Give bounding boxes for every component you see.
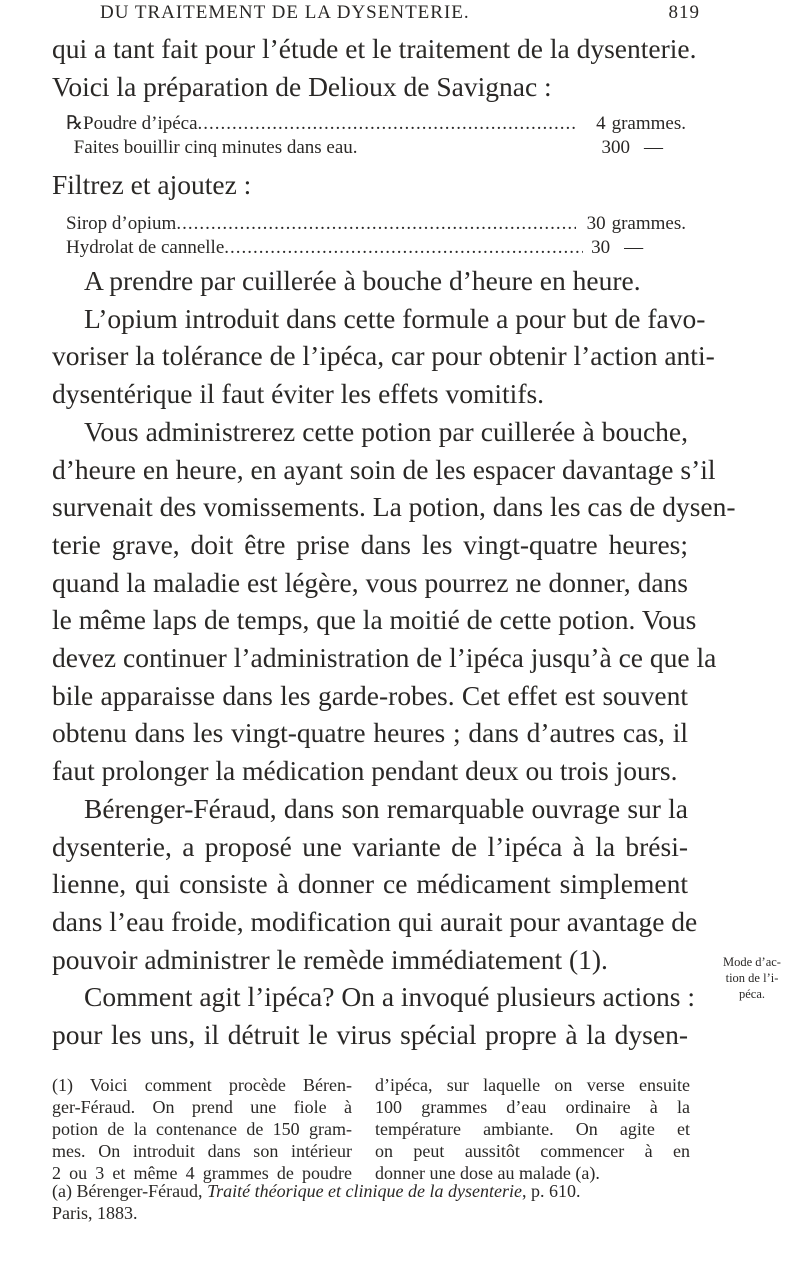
page-number: 819 [668, 2, 700, 23]
footnote-right-column [375, 1074, 690, 1184]
ditto-mark: — [643, 137, 663, 158]
footnote-line: ger-Féraud. On prend une fiole à [52, 1097, 352, 1117]
margin-note [710, 954, 794, 1002]
dot-leader [224, 236, 583, 260]
footnote-line: d’ipéca, sur laquelle on verse ensuite [375, 1075, 690, 1095]
text-line: qui a tant fait pour l’étude et le traitement de la dysenterie. [52, 33, 697, 64]
recipe-decoction [66, 112, 686, 160]
text-line: dans l’eau froide, modification qui aurait pour avantage de [52, 905, 698, 937]
recipe-line [66, 136, 686, 160]
footnote-left-column [52, 1074, 352, 1184]
text-line: Comment agit l’ipéca? On a invoqué plusieurs actions : [84, 981, 695, 1013]
recipe-symbol: ℞ [66, 113, 84, 134]
bibliographic-reference [52, 1180, 692, 1224]
reference-page: , p. 610. [522, 1181, 581, 1201]
ditto-mark: — [624, 237, 644, 258]
intro-paragraph [52, 30, 697, 105]
recipe-additions [66, 212, 686, 260]
ingredient-unit: grammes. [611, 113, 686, 134]
margin-note-line: péca. [738, 987, 766, 1001]
text-line: faut prolonger la médication pendant deux ou trois jours. [52, 755, 678, 787]
text-line: voriser la tolérance de l’ipéca, car pour obtenir l’action anti- [52, 340, 715, 372]
ingredient-name: Poudre d’ipéca [83, 113, 198, 134]
ingredient-quantity: 4 [596, 113, 606, 134]
footnote-line: on peut aussitôt commencer à en [375, 1141, 690, 1161]
margin-note-line: Mode d’ac- [723, 955, 781, 969]
footnote-line: potion de la contenance de 150 gram- [52, 1119, 352, 1139]
recipe-line [66, 112, 686, 136]
footnote-line: température ambiante. On agite et [375, 1119, 690, 1139]
text-line: Bérenger-Féraud, dans son remarquable ouvrage sur la [84, 792, 688, 824]
filter-instruction [52, 166, 688, 204]
dot-leader [198, 112, 578, 136]
footnote-line: mes. On introduit dans son intérieur [52, 1141, 352, 1161]
ingredient-unit: grammes. [611, 213, 686, 234]
ingredient-name: Hydrolat de cannelle [66, 237, 225, 258]
text-line: dysentérique il faut éviter les effets vomitifs. [52, 378, 545, 410]
text-line: devez continuer l’administration de l’ipéca jusqu’à ce que la [52, 642, 717, 674]
text-line: A prendre par cuillerée à bouche d’heure en heure. [84, 265, 641, 296]
text-line: quand la maladie est légère, vous pourrez ne donner, dans [52, 566, 688, 598]
text-line: lienne, qui consiste à donner ce médicament simplement [52, 868, 688, 900]
reference-author: (a) Bérenger-Féraud, [52, 1181, 208, 1201]
text-line: bile apparaisse dans les garde-robes. Cet effet est souvent [52, 679, 688, 711]
ingredient-name: Sirop d’opium [66, 213, 177, 234]
main-text [52, 262, 736, 1054]
text-line: pouvoir administrer le remède immédiatement (1). [52, 943, 608, 975]
text-line: terie grave, doit être prise dans les vingt-quatre heures; [52, 528, 688, 560]
margin-note-line: tion de l’i- [725, 971, 779, 985]
text-line: Voici la préparation de Delioux de Savignac : [52, 70, 552, 102]
reference-line [52, 1180, 692, 1202]
ingredient-name: Faites bouillir cinq minutes dans eau. [73, 137, 358, 158]
text-line: survenait des vomissements. La potion, dans les cas de dysen- [52, 491, 736, 523]
running-head [100, 2, 700, 28]
ingredient-quantity: 300 [601, 137, 630, 158]
text-line: d’heure en heure, en ayant soin de les espacer davantage s’il [52, 453, 716, 485]
recipe-line [66, 212, 686, 236]
recipe-line [66, 236, 686, 260]
ingredient-quantity: 30 [586, 213, 606, 234]
reference-title: Traité théorique et clinique de la dysenterie [207, 1181, 522, 1201]
reference-place-date: Paris, 1883. [52, 1203, 138, 1223]
footnote-line: (1) Voici comment procède Béren- [52, 1075, 352, 1095]
text-line: Filtrez et ajoutez : [52, 169, 252, 200]
text-line: pour les uns, il détruit le virus spécial propre à la dysen- [52, 1019, 688, 1051]
running-head-title: DU TRAITEMENT DE LA DYSENTERIE. [100, 2, 470, 23]
text-line: Vous administrerez cette potion par cuillerée à bouche, [84, 415, 688, 447]
ingredient-quantity: 30 [591, 237, 611, 258]
text-line: obtenu dans les vingt-quatre heures ; dans d’autres cas, il [52, 717, 688, 749]
footnote-line: donner une dose au malade (a). [375, 1163, 600, 1183]
footnote-line: 100 grammes d’eau ordinaire à la [375, 1097, 690, 1117]
dot-leader [176, 212, 575, 236]
text-line: dysenterie, a proposé une variante de l’ipéca à la brési- [52, 830, 688, 862]
text-line: L’opium introduit dans cette formule a pour but de favo- [84, 302, 706, 334]
footnote-line: 2 ou 3 et même 4 grammes de poudre [52, 1163, 352, 1183]
text-line: le même laps de temps, que la moitié de cette potion. Vous [52, 604, 697, 636]
